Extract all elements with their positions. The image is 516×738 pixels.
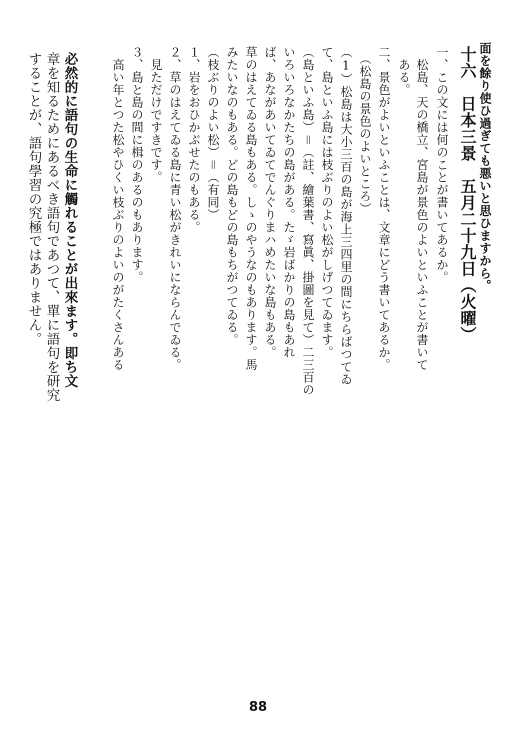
text-line: することが、語句學習の究極ではありません。: [25, 52, 42, 346]
list-item: ２、草のはえてゐる島に青い松がきれいにならんでゐる。: [168, 46, 182, 371]
list-item: １、岩をおひかぶせたのもある。: [187, 46, 201, 234]
note-line: （松島の景色のよいところ）: [358, 46, 372, 215]
list-item: 高い年とつた松やひくい枝ぶりのよいのがたくさんある: [111, 46, 125, 371]
answer-line: （1）松島は大小三百の島が海上三四里の間にちらばつてゐ: [339, 46, 353, 386]
answer-line: （島といふ島）＝（註、繪葉書、寫眞、掛圖を見て）二三百の: [301, 46, 315, 396]
answer-line: 草のはえてゐる島もある。しゝのやうなのもあります。馬: [244, 46, 258, 371]
text-line: 章を知るためにあるべき語句であつて、單に語句を研究: [43, 52, 60, 402]
answer-line: 松島、天の橋立、宮島が景色のよいといふことが書いて: [415, 46, 429, 371]
list-item: ３、島と島の間に楫のあるのもあります。: [130, 46, 144, 284]
section-heading: 十六 日本三景 五月二十九日（火曜）: [458, 46, 477, 343]
list-item: 見ただけですきです。: [149, 46, 163, 184]
question-line: 一、この文には何のことが書いてあるか。: [435, 46, 449, 284]
answer-line: みたいなのもある。どの島もどの島もちがつてゐる。: [225, 46, 239, 346]
answer-line: て、島といふ島には枝ぶりのよい松がしげつてゐます。: [320, 46, 334, 359]
note-line: （枝ぶりのよい松）＝（有同）: [206, 46, 220, 221]
question-line: 二、景色がよいといふことは、文章にどう書いてあるか。: [377, 46, 391, 371]
answer-line: ば、あながあいてゐてでんぐりまハめたいな島もある。: [263, 46, 277, 359]
answer-line: いろいろなかたちの島がある。たゞ岩ばかりの島もあれ: [282, 46, 296, 359]
page-number: 88: [248, 700, 268, 715]
answer-line: ある。: [397, 46, 411, 96]
text-line: 面を餘り使ひ過ぎても悪いと思ひますから。: [478, 42, 492, 292]
text-line: 必然的に語句の生命に觸れることが出來ます。即ち文: [61, 52, 78, 388]
